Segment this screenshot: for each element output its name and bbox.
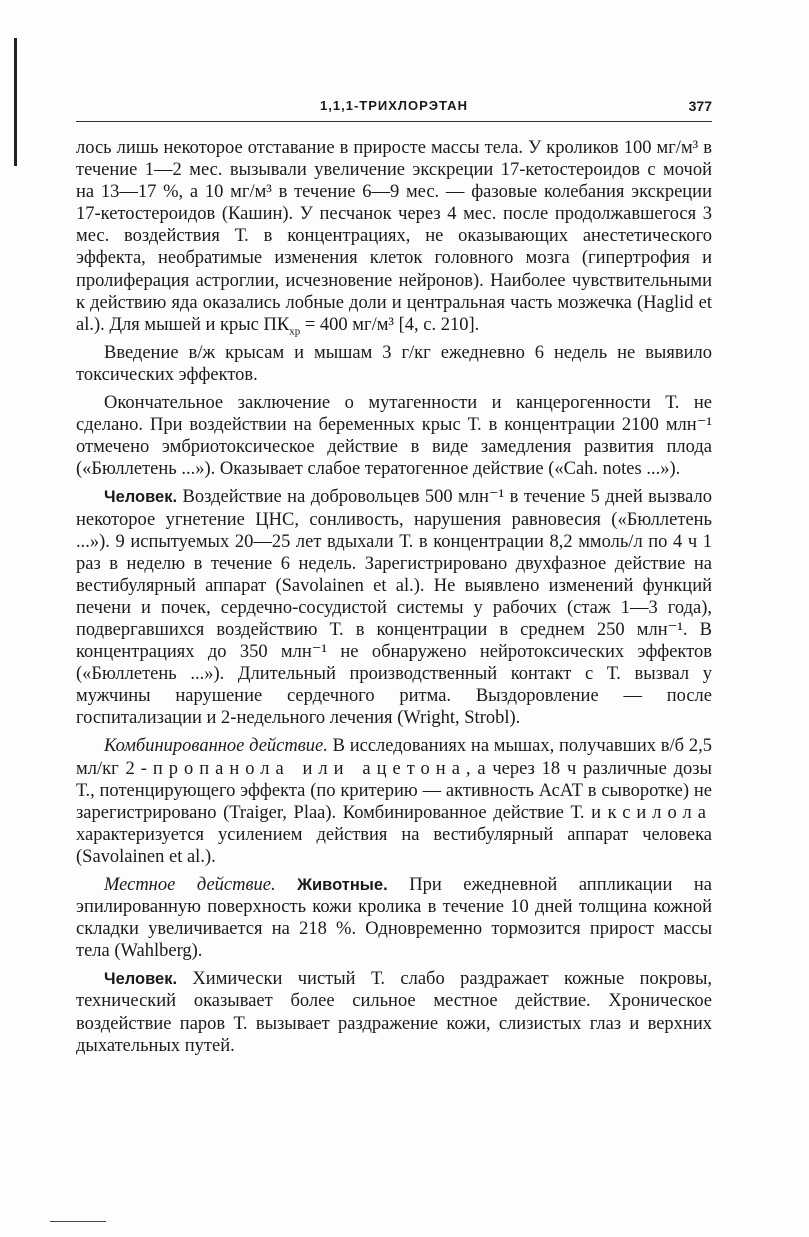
spaced-term-xylene: ксилола — [607, 802, 712, 823]
spaced-term-acetone: ацетона — [362, 758, 466, 779]
margin-mark — [14, 38, 17, 166]
page-number: 377 — [688, 98, 712, 114]
paragraph-1: лось лишь некоторое отставание в приросте массы тела. У кроликов 100 мг/м³ в течение 1—2 мес. вызывали увеличение экскреции 17-кетостероидов с мочой на 13—17 %, а 10 мг/м³ в течение 6—9 мес. — фазовые колебания экскреции 17-кетостероидов (Кашин). У песчанок через 4 мес. после продолжавшегося 3 мес. воздействия Т. в концентрациях, не оказывающих анестетического эффекта, необратимые изменения клеток головного мозга (гипертрофия и пролиферация астроглии, исчезновение нейронов). Наиболее чувствительными к действию яда оказались лобные доли и центральная часть мозжечка (Haglid et al.). Для мышей и крыс $ПК_{хр} = 400$ мг/м³ [4, с. 210]. — [76, 138, 712, 338]
section-lead-animals: Животные. — [275, 876, 388, 894]
header-rule — [76, 121, 712, 122]
footer-mark — [50, 1221, 106, 1222]
paragraph-combined-action: Комбинированное действие. В исследованиях на мышах, получавших в/б 2,5 мл/кг 2-пропанола или ацетона, а через 18 ч различные дозы Т., потенцирующего эффекта (по критерию — активность АсАТ в сыворотке) не зарегистрировано (Traiger, Plaa). Комбинированное действие Т. и ксилола характеризуется усилением действия на вестибулярный аппарат человека (Savolainen et al.). — [76, 736, 712, 867]
paragraph-local-action: Местное действие. Животные. При ежедневной аппликации на эпилированную поверхность кожи кролика в течение 10 дней толщина кожной складки увеличивается на 218 %. Одновременно тормозится прирост массы тела (Wahlberg). — [76, 875, 713, 962]
paragraph-2: Введение в/ж крысам и мышам 3 г/кг ежедневно 6 недель не выявило токсических эффектов. — [76, 342, 712, 385]
section-lead-local: Местное действие. — [104, 875, 276, 895]
section-lead-human: Человек. — [104, 488, 178, 507]
paragraph-3: Окончательное заключение о мутагенности и канцерогенности Т. не сделано. При воздействии на беременных крыс Т. в концентрации 2100 млн⁻¹ отмечено эмбриотоксическое действие в виде замедления развития плода («Бюллетень ...»). Оказывает слабое тератогенное действие («Cah. notes ...»). — [76, 393, 712, 480]
paragraph-human-exposure: Человек. Воздействие на добровольцев 500 млн⁻¹ в течение 5 дней вызвало некоторое угнетение ЦНС, сонливость, нарушения равновесия («Бюллетень ...»). 9 испытуемых 20—25 лет вдыхали Т. в концентрации 8,2 ммоль/л по 4 ч 1 раз в неделю в течение 6 недель. Зарегистрировано двухфазное действие на вестибулярный аппарат (Savolainen et al.). Не выявлено изменений функций печени и почек, сердечно-сосудистой системы у рабочих (стаж 1—3 года), подвергавшихся воздействию Т. в концентрации в среднем 250 млн⁻¹. В концентрациях до 350 млн⁻¹ не обнаружено нейротоксических эффектов («Бюллетень ...»). Длительный производственный контакт с Т. вызвал у мужчины нарушение сердечного ритма. Выздоровление — после госпитализации и 2-недельного лечения (Wright, Strobl). — [76, 487, 712, 729]
section-lead-combined: Комбинированное действие. — [104, 736, 328, 757]
body-text — [76, 137, 712, 1063]
running-title: 1,1,1-ТРИХЛОРЭТАН — [320, 98, 468, 113]
page-header — [76, 96, 712, 116]
section-lead-human-local: Человек. — [104, 970, 178, 989]
spaced-term-propanol: 2-пропанола — [125, 758, 290, 779]
paragraph-human-local: Человек. Химически чистый Т. слабо раздражает кожные покровы, технический оказывает более сильное местное действие. Хроническое воздействие паров Т. вызывает раздражение кожи, слизистых глаз и верхних дыхательных путей. — [76, 969, 712, 1056]
